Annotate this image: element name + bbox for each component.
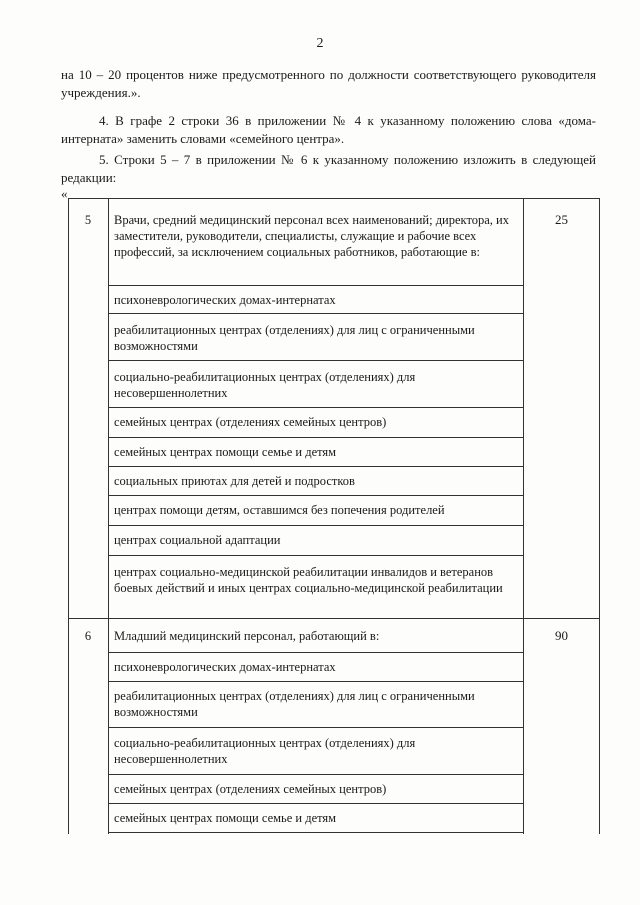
- sub-row-line: [108, 652, 523, 653]
- row-6-rate: 90: [555, 628, 568, 643]
- row-6-item: реабилитационных центрах (отделениях) для лиц с ограниченными возможностями: [114, 689, 475, 719]
- page-number: 2: [316, 36, 324, 51]
- table-top-border: [68, 198, 600, 199]
- sub-row-line: [108, 803, 523, 804]
- sub-row-line: [108, 437, 523, 438]
- row-6-number: 6: [84, 629, 92, 643]
- row-5-item: семейных центрах помощи семье и детям: [114, 445, 337, 459]
- paragraph-item-4: 4. В графе 2 строки 36 в приложении № 4 к указанному положению слова «дома-интерната» заменить словами «семейного центра».: [61, 113, 596, 146]
- sub-row-line: [108, 495, 523, 496]
- row-5-item: реабилитационных центрах (отделениях) для лиц с ограниченными возможностями: [114, 323, 475, 353]
- row-6-item: психоневрологических домах-интернатах: [114, 660, 336, 674]
- row-5-item: социально-реабилитационных центрах (отделениях) для несовершеннолетних: [114, 370, 416, 400]
- row-6-item: социально-реабилитационных центрах (отделениях) для несовершеннолетних: [114, 736, 416, 766]
- row-5-item: семейных центрах (отделениях семейных центров): [114, 415, 387, 429]
- sub-row-line: [108, 525, 523, 526]
- row-6-item: семейных центрах (отделениях семейных центров): [114, 782, 387, 796]
- sub-row-line: [108, 727, 523, 728]
- table-border-right: [599, 198, 600, 834]
- table-border-left: [68, 198, 69, 834]
- sub-row-line: [108, 681, 523, 682]
- rates-table: [68, 198, 600, 834]
- row-6-header: Младший медицинский персонал, работающий в:: [114, 629, 380, 643]
- row-5-item: социальных приютах для детей и подростков: [114, 474, 355, 488]
- sub-row-line: [108, 360, 523, 361]
- row-6-item: семейных центрах помощи семье и детям: [114, 811, 337, 825]
- paragraph-continuation: на 10 – 20 процентов ниже предусмотренного по должности соответствующего руководителя учреждения.».: [61, 67, 596, 100]
- paragraph-item-5: 5. Строки 5 – 7 в приложении № 6 к указанному положению изложить в следующей редакции:: [61, 152, 596, 185]
- sub-row-line: [108, 313, 523, 314]
- open-quote: «: [61, 186, 68, 201]
- row-5-item: центрах социальной адаптации: [114, 533, 281, 547]
- row-5-header: Врачи, средний медицинский персонал всех наименований; директора, их заместители, руководители, специалисты, служащие и рабочие всех профессий, за исключением социальных работников, работающие в:: [114, 213, 509, 259]
- row-5-item: центрах помощи детям, оставшимся без попечения родителей: [114, 503, 445, 517]
- row-5-item: психоневрологических домах-интернатах: [114, 293, 336, 307]
- row-5-number: 5: [84, 213, 92, 227]
- row-5-item: центрах социально-медицинской реабилитации инвалидов и ветеранов боевых действий и иных центрах социально-медицинской реабилитации: [114, 565, 503, 595]
- sub-row-line: [108, 774, 523, 775]
- sub-row-line: [108, 832, 523, 833]
- table-divider-rate: [523, 198, 524, 834]
- table-divider-number: [108, 198, 109, 834]
- sub-row-line: [108, 555, 523, 556]
- row-5-rate: 25: [555, 212, 568, 227]
- sub-row-line: [108, 407, 523, 408]
- row-separator: [68, 618, 600, 619]
- sub-row-line: [108, 466, 523, 467]
- sub-row-line: [108, 285, 523, 286]
